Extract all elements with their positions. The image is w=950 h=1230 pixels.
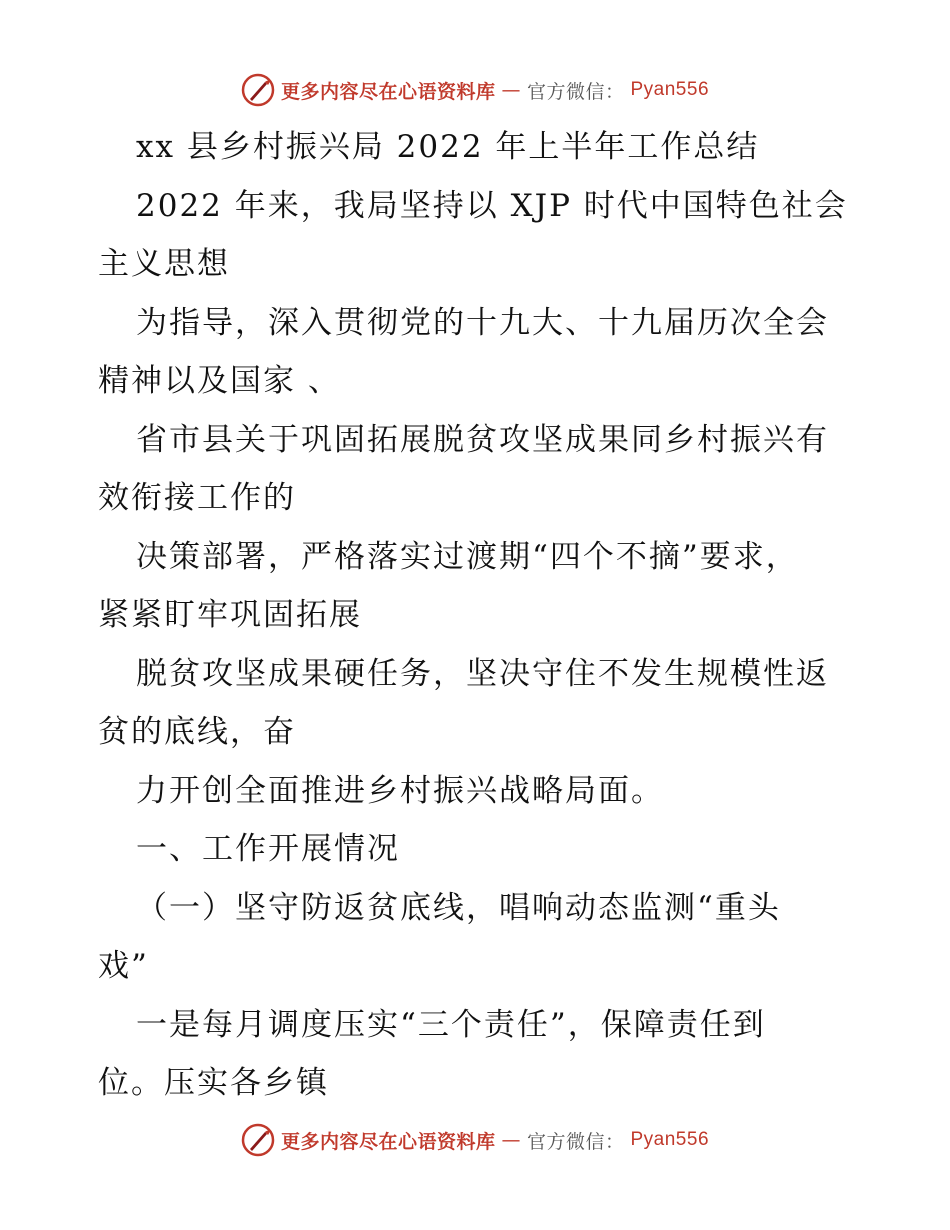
paragraph-line: 紧紧盯牢巩固拓展 bbox=[98, 597, 362, 633]
watermark-main-text: 更多内容尽在心语资料库 bbox=[280, 1130, 496, 1153]
paragraph-line: 脱贫攻坚成果硬任务，坚决守住不发生规模性返 bbox=[136, 655, 829, 692]
watermark-dash: — bbox=[501, 1129, 521, 1151]
paragraph-line: 戏” bbox=[98, 948, 149, 984]
paragraph-line: 贫的底线，奋 bbox=[98, 714, 296, 750]
quill-logo-icon bbox=[241, 1123, 275, 1157]
document-body bbox=[98, 118, 858, 1113]
watermark-wechat-label: 官方微信： bbox=[526, 80, 625, 103]
paragraph-line: 位。压实各乡镇 bbox=[98, 1065, 329, 1101]
subsection-heading: （一）坚守防返贫底线，唱响动态监测“重头 bbox=[136, 889, 781, 926]
watermark-wechat-id: Pyan556 bbox=[630, 79, 710, 100]
header-watermark bbox=[0, 70, 950, 110]
watermark-dash: — bbox=[501, 79, 521, 101]
paragraph-line: 一是每月调度压实“三个责任”，保障责任到 bbox=[136, 1006, 766, 1043]
footer-watermark bbox=[0, 1120, 950, 1160]
document-title: xx 县乡村振兴局 2022 年上半年工作总结 bbox=[136, 129, 760, 165]
section-heading: 一、工作开展情况 bbox=[136, 831, 400, 867]
watermark-wechat-id: Pyan556 bbox=[630, 1129, 710, 1150]
paragraph-line: 效衔接工作的 bbox=[98, 480, 296, 516]
paragraph-line: 省市县关于巩固拓展脱贫攻坚成果同乡村振兴有 bbox=[136, 421, 829, 458]
paragraph-line: 精神以及国家 、 bbox=[98, 363, 341, 399]
quill-logo-icon bbox=[241, 73, 275, 107]
watermark-wechat-label: 官方微信： bbox=[526, 1130, 625, 1153]
paragraph-line: 为指导，深入贯彻党的十九大、十九届历次全会 bbox=[136, 304, 829, 341]
paragraph-line: 主义思想 bbox=[98, 246, 230, 282]
watermark-main-text: 更多内容尽在心语资料库 bbox=[280, 80, 496, 103]
paragraph-line: 2022 年来，我局坚持以 XJP 时代中国特色社会 bbox=[136, 187, 848, 224]
paragraph-line: 力开创全面推进乡村振兴战略局面。 bbox=[136, 772, 664, 809]
paragraph-line: 决策部署，严格落实过渡期“四个不摘”要求， bbox=[136, 538, 799, 575]
